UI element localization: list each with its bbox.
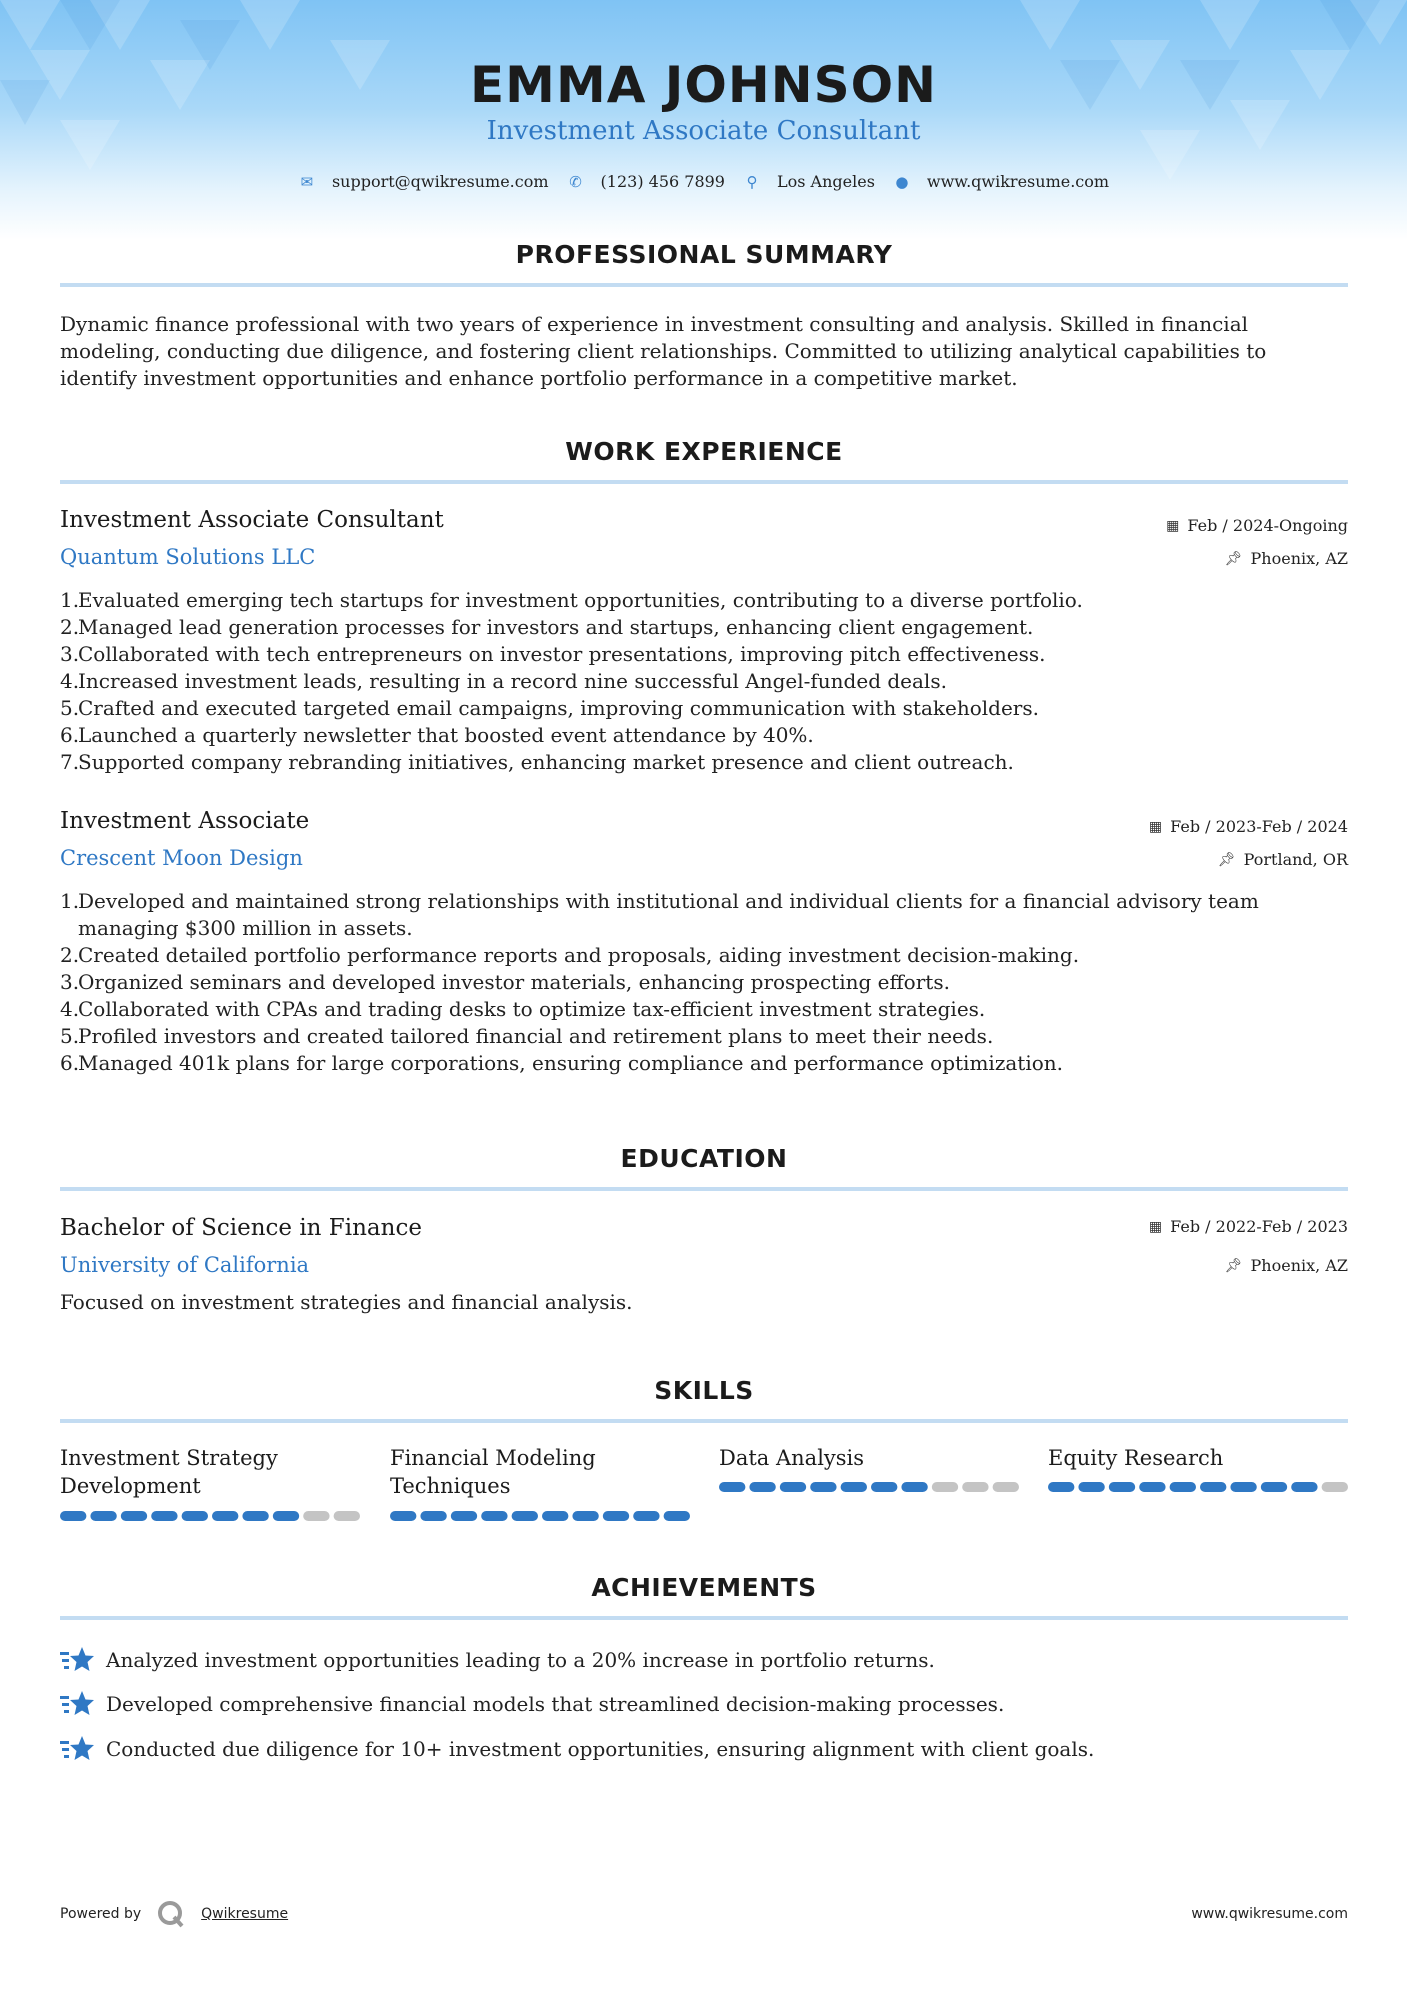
skills-heading: SKILLS (654, 1376, 754, 1405)
skill-item (390, 1444, 690, 1500)
list-item: 6. Managed 401k plans for large corporations, ensuring compliance and performance optimization. (60, 1051, 1063, 1075)
skill-segment-empty (962, 1482, 988, 1492)
skill-segment-filled (603, 1511, 629, 1521)
job-dates: ▦ Feb / 2024-Ongoing (1166, 516, 1348, 535)
contact-website[interactable]: ● www.qwikresume.com (893, 172, 1109, 191)
skill-level-bar (719, 1482, 1019, 1492)
contact-email[interactable]: ✉ support@qwikresume.com (298, 172, 549, 191)
skill-segment-filled (60, 1511, 86, 1521)
pin-icon: 📌︎ (1217, 851, 1236, 868)
skill-segment-empty (1322, 1482, 1348, 1492)
job-dates: ▦ Feb / 2023-Feb / 2024 (1148, 817, 1348, 836)
list-item: 4. Increased investment leads, resulting in a record nine successful Angel-funded deals. (60, 669, 947, 693)
section-divider (60, 1616, 1348, 1620)
job-bullets (60, 888, 1348, 1077)
footer-website-link[interactable]: www.qwikresume.com (1191, 1906, 1348, 1922)
skill-segment-filled (90, 1511, 116, 1521)
job-bullets (60, 587, 1348, 776)
skill-segment-filled (212, 1511, 238, 1521)
list-item: 5. Profiled investors and created tailored financial and retirement plans to meet their needs. (60, 1024, 994, 1048)
skill-segment-filled (1261, 1482, 1287, 1492)
skill-segment-empty (993, 1482, 1019, 1492)
section-divider (60, 283, 1348, 287)
qwikresume-logo-icon (157, 1900, 185, 1928)
list-item: 7. Supported company rebranding initiatives, enhancing market presence and client outreach. (60, 750, 1014, 774)
list-item: 3. Organized seminars and developed investor materials, enhancing prospecting efforts. (60, 970, 950, 994)
skill-segment-filled (420, 1511, 446, 1521)
job-title: Investment Associate (60, 808, 310, 834)
degree-title: Bachelor of Science in Finance (60, 1215, 422, 1241)
skill-level-bar (1048, 1482, 1348, 1492)
pin-icon: 📌︎ (1224, 550, 1243, 567)
globe-icon: ● (895, 172, 909, 191)
skill-segment-filled (151, 1511, 177, 1521)
section-divider (60, 480, 1348, 484)
skill-segment-filled (841, 1482, 867, 1492)
contact-phone[interactable]: ✆ (123) 456 7899 (567, 172, 725, 191)
pin-icon: 📌︎ (1224, 1257, 1243, 1274)
list-item: 3. Collaborated with tech entrepreneurs on investor presentations, improving pitch effectiveness. (60, 642, 1046, 666)
calendar-icon: ▦ (1166, 517, 1180, 534)
skill-segment-empty (334, 1511, 360, 1521)
skill-segment-filled (1200, 1482, 1226, 1492)
education-description: Focused on investment strategies and financial analysis. (60, 1290, 633, 1314)
company-name: Quantum Solutions LLC (60, 545, 316, 569)
list-item: 2. Managed lead generation processes for investors and startups, enhancing client engagement. (60, 615, 1034, 639)
skill-item (1048, 1444, 1348, 1472)
skill-segment-filled (1291, 1482, 1317, 1492)
job-location: 📌︎ Phoenix, AZ (1224, 549, 1348, 568)
achievement-item: Developed comprehensive financial models that streamlined decision-making processes. (60, 1689, 1348, 1719)
skill-segment-filled (664, 1511, 690, 1521)
achievements-heading: ACHIEVEMENTS (591, 1573, 817, 1602)
footer-powered-by: Powered by Qwikresume (60, 1900, 288, 1928)
education-heading: EDUCATION (620, 1144, 788, 1173)
skill-segment-filled (481, 1511, 507, 1521)
list-item: 6. Launched a quarterly newsletter that boosted event attendance by 40%. (60, 723, 814, 747)
skill-segment-filled (390, 1511, 416, 1521)
achievement-item: Conducted due diligence for 10+ investment opportunities, ensuring alignment with client goals. (60, 1734, 1348, 1764)
envelope-icon: ✉ (300, 172, 314, 191)
skill-name: Equity Research (1048, 1446, 1224, 1470)
list-item: 1. Developed and maintained strong relationships with institutional and individual clients for a financial advisory team managing $300 million in assets. (60, 889, 1259, 940)
skill-item (60, 1444, 360, 1500)
star-icon (60, 1689, 96, 1719)
skill-segment-filled (512, 1511, 538, 1521)
skill-segment-filled (633, 1511, 659, 1521)
skill-segment-filled (572, 1511, 598, 1521)
summary-text: Dynamic finance professional with two years of experience in investment consulting and analysis. Skilled in financial modeling, conducting due diligence, and fostering client relationships. Committed to utilizing analytical capabilities to identify investment opportunities and enhance portfolio performance in a competitive market. (60, 312, 1267, 390)
skill-segment-empty (932, 1482, 958, 1492)
skill-segment-filled (810, 1482, 836, 1492)
experience-heading: WORK EXPERIENCE (565, 437, 843, 466)
star-icon (60, 1645, 96, 1675)
list-item: 4. Collaborated with CPAs and trading desks to optimize tax-efficient investment strategies. (60, 997, 986, 1021)
skill-segment-filled (871, 1482, 897, 1492)
candidate-role: Investment Associate Consultant (486, 116, 921, 146)
skill-name: Data Analysis (719, 1446, 865, 1470)
section-divider (60, 1419, 1348, 1423)
summary-heading: PROFESSIONAL SUMMARY (515, 240, 893, 269)
contact-location: ⚲ Los Angeles (743, 172, 875, 191)
candidate-name: EMMA JOHNSON (470, 56, 937, 114)
skill-segment-filled (121, 1511, 147, 1521)
list-item: 1. Evaluated emerging tech startups for investment opportunities, contributing to a diverse portfolio. (60, 588, 1083, 612)
phone-icon: ✆ (569, 172, 582, 191)
calendar-icon: ▦ (1148, 1218, 1163, 1235)
skill-segment-filled (542, 1511, 568, 1521)
skill-level-bar (390, 1511, 690, 1521)
section-divider (60, 1187, 1348, 1191)
calendar-icon: ▦ (1148, 818, 1163, 835)
skill-segment-filled (901, 1482, 927, 1492)
skill-segment-filled (1048, 1482, 1074, 1492)
skill-segment-filled (749, 1482, 775, 1492)
skill-segment-empty (303, 1511, 329, 1521)
brand-link[interactable]: Qwikresume (201, 1906, 289, 1922)
skill-segment-filled (182, 1511, 208, 1521)
school-name: University of California (60, 1253, 310, 1277)
skill-segment-filled (1170, 1482, 1196, 1492)
list-item: 5. Crafted and executed targeted email campaigns, improving communication with stakeholders. (60, 696, 1039, 720)
achievement-item: Analyzed investment opportunities leading to a 20% increase in portfolio returns. (60, 1645, 1348, 1675)
skill-segment-filled (242, 1511, 268, 1521)
education-dates: ▦ Feb / 2022-Feb / 2023 (1148, 1217, 1348, 1236)
skill-segment-filled (719, 1482, 745, 1492)
job-title: Investment Associate Consultant (60, 507, 444, 533)
skill-segment-filled (1230, 1482, 1256, 1492)
skill-name: Investment Strategy Development (60, 1446, 278, 1498)
skill-segment-filled (1078, 1482, 1104, 1492)
skill-item (719, 1444, 1019, 1472)
skill-name: Financial Modeling Techniques (390, 1446, 596, 1498)
job-location: 📌︎ Portland, OR (1217, 850, 1348, 869)
skill-segment-filled (273, 1511, 299, 1521)
skill-segment-filled (1139, 1482, 1165, 1492)
list-item: 2. Created detailed portfolio performance reports and proposals, aiding investment decision-making. (60, 943, 1080, 967)
contact-bar (0, 172, 1407, 191)
skill-level-bar (60, 1511, 360, 1521)
skill-segment-filled (1109, 1482, 1135, 1492)
skill-segment-filled (451, 1511, 477, 1521)
star-icon (60, 1734, 96, 1764)
map-pin-icon: ⚲ (746, 172, 758, 191)
company-name: Crescent Moon Design (60, 846, 303, 870)
education-location: 📌︎ Phoenix, AZ (1224, 1256, 1348, 1275)
skill-segment-filled (780, 1482, 806, 1492)
